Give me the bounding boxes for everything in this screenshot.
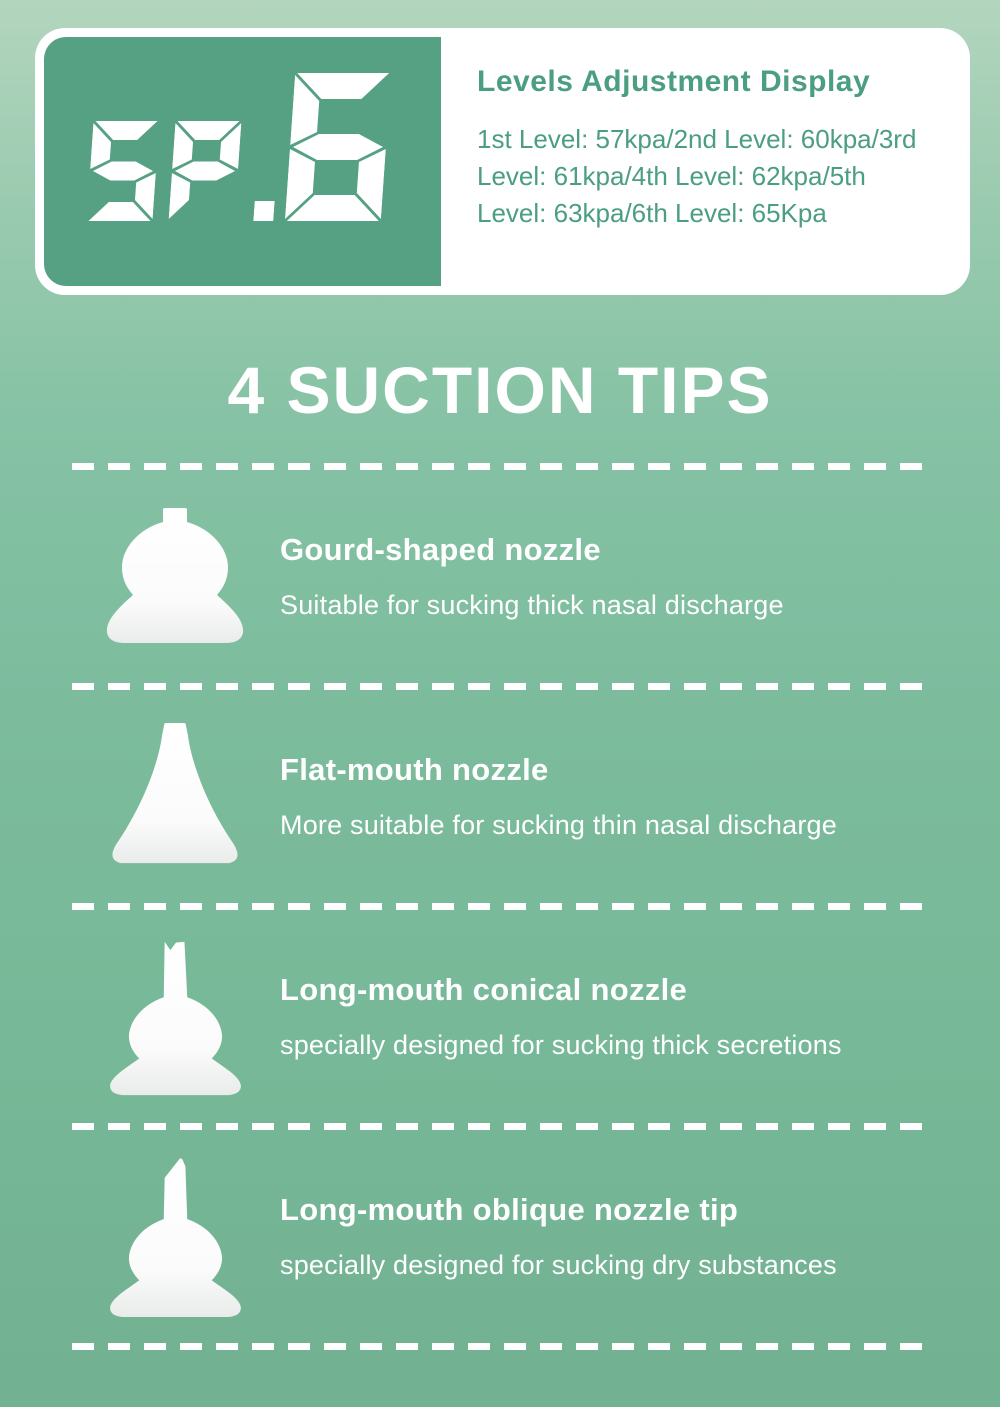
tip-row-long-conical	[0, 910, 1000, 1123]
level-line-2: Level: 61kpa/4th Level: 62kpa/5th	[477, 161, 866, 191]
long-mouth-conical-nozzle-icon	[70, 937, 280, 1097]
page-title: 4 SUCTION TIPS	[227, 353, 773, 427]
long-mouth-conical-nozzle-shape	[98, 937, 253, 1097]
tip-title: Long-mouth conical nozzle	[280, 972, 688, 1007]
tip-description: specially designed for sucking thick secretions	[280, 1030, 842, 1060]
dashed-divider	[72, 903, 928, 910]
level-line-1: 1st Level: 57kpa/2nd Level: 60kpa/3rd	[477, 124, 917, 154]
lcd-char	[87, 121, 160, 221]
dashed-divider	[72, 1123, 928, 1130]
dashed-divider	[72, 683, 928, 690]
tip-row-gourd	[0, 470, 1000, 683]
tip-title: Flat-mouth nozzle	[280, 752, 549, 787]
tip-text-flat-mouth	[280, 752, 930, 841]
gourd-nozzle-shape	[100, 507, 250, 647]
flat-mouth-nozzle-icon	[70, 723, 280, 871]
tip-description: specially designed for sucking dry substances	[280, 1250, 837, 1280]
tip-title: Long-mouth oblique nozzle tip	[280, 1192, 739, 1227]
levels-card-description	[477, 121, 961, 232]
lcd-char	[285, 73, 391, 221]
lcd-panel	[44, 37, 441, 286]
lcd-char	[253, 201, 274, 221]
levels-card-title: Levels Adjustment Display	[477, 65, 871, 98]
tip-row-long-oblique	[0, 1130, 1000, 1343]
levels-display-card	[35, 28, 970, 295]
long-mouth-oblique-nozzle-icon	[70, 1157, 280, 1317]
lcd-char	[169, 121, 242, 221]
dashed-divider	[72, 463, 928, 470]
long-mouth-oblique-nozzle-shape	[98, 1157, 253, 1317]
tip-description: More suitable for sucking thin nasal discharge	[280, 810, 837, 840]
tip-title: Gourd-shaped nozzle	[280, 532, 601, 567]
tip-text-gourd	[280, 532, 930, 621]
levels-card-text	[441, 37, 961, 286]
infographic-page	[0, 28, 1000, 1350]
flat-mouth-nozzle-shape	[100, 723, 250, 871]
tip-text-long-oblique	[280, 1192, 930, 1281]
tip-description: Suitable for sucking thick nasal discharge	[280, 590, 784, 620]
dashed-divider	[72, 1343, 928, 1350]
level-line-3: Level: 63kpa/6th Level: 65Kpa	[477, 198, 827, 228]
lcd-display-icon	[90, 73, 386, 221]
tip-row-flat-mouth	[0, 690, 1000, 903]
gourd-nozzle-icon	[70, 507, 280, 647]
tip-text-long-conical	[280, 972, 930, 1061]
